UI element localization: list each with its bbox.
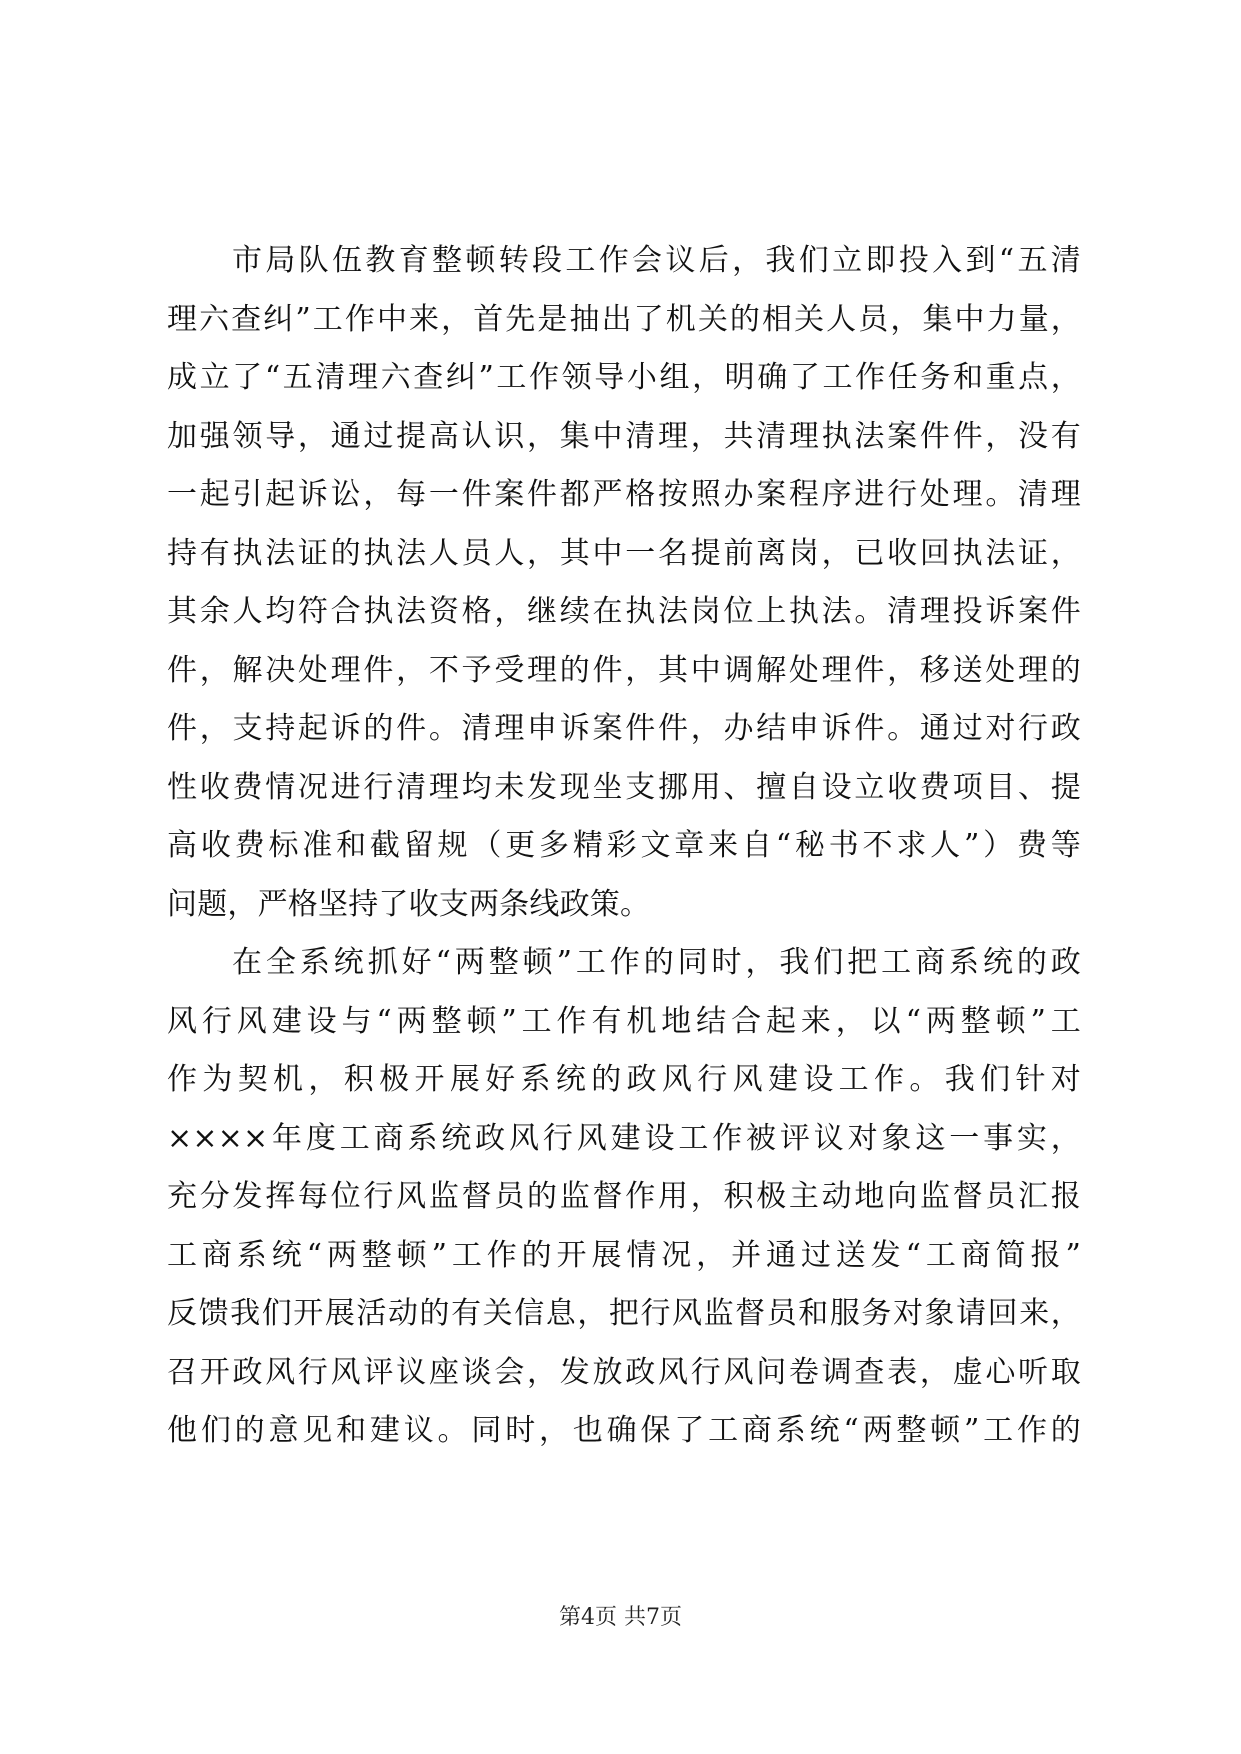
document-body (167, 232, 1081, 1461)
paragraph-1-line-12: 问题，严格坚持了收支两条线政策。 (167, 886, 651, 922)
paragraph-2-line-1: 在全系统抓好“两整顿”工作的同时，我们把工商系统的政 (232, 945, 1081, 980)
paragraph-2-line-9: 他们的意见和建议。同时，也确保了工商系统“两整顿”工作的 (167, 1413, 1081, 1448)
paragraph-1-line-6: 持有执法证的执法人员人，其中一名提前离岗，已收回执法证， (167, 535, 1081, 571)
paragraph-1-line-11: 高收费标准和截留规（更多精彩文章来自“秘书不求人”）费等 (167, 828, 1081, 863)
paragraph-1-line-1: 市局队伍教育整顿转段工作会议后，我们立即投入到“五清 (232, 243, 1081, 278)
paragraph-1-line-7: 其余人均符合执法资格，继续在执法岗位上执法。清理投诉案件 (167, 594, 1081, 629)
paragraph-2-line-8: 召开政风行风评议座谈会，发放政风行风问卷调查表，虚心听取 (167, 1354, 1081, 1390)
paragraph-1-line-4: 加强领导，通过提高认识，集中清理，共清理执法案件件，没有 (167, 418, 1081, 454)
paragraph-1-line-10: 性收费情况进行清理均未发现坐支挪用、擅自设立收费项目、提 (167, 769, 1081, 805)
paragraph-2-line-2: 风行风建设与“两整顿”工作有机地结合起来，以“两整顿”工 (167, 1003, 1081, 1039)
page-number-footer: 第4页 共7页 (559, 1605, 682, 1630)
paragraph-2-line-6: 工商系统“两整顿”工作的开展情况，并通过送发“工商简报” (167, 1237, 1081, 1273)
paragraph-1-line-2: 理六查纠”工作中来，首先是抽出了机关的相关人员，集中力量， (167, 301, 1081, 337)
paragraph-2-line-7: 反馈我们开展活动的有关信息，把行风监督员和服务对象请回来， (167, 1296, 1081, 1331)
paragraph-2-line-3: 作为契机，积极开展好系统的政风行风建设工作。我们针对 (167, 1062, 1081, 1097)
paragraph-1-line-3: 成立了“五清理六查纠”工作领导小组，明确了工作任务和重点， (167, 360, 1081, 395)
paragraph-2-line-5: 充分发挥每位行风监督员的监督作用，积极主动地向监督员汇报 (167, 1179, 1081, 1214)
paragraph-1-line-5: 一起引起诉讼，每一件案件都严格按照办案程序进行处理。清理 (167, 477, 1081, 512)
paragraph-1-line-9: 件，支持起诉的件。清理申诉案件件，办结申诉件。通过对行政 (167, 711, 1081, 746)
paragraph-2-line-4: ××××年度工商系统政风行风建设工作被评议对象这一事实， (167, 1120, 1081, 1156)
paragraph-1-line-8: 件，解决处理件，不予受理的件，其中调解处理件，移送处理的 (167, 652, 1081, 688)
